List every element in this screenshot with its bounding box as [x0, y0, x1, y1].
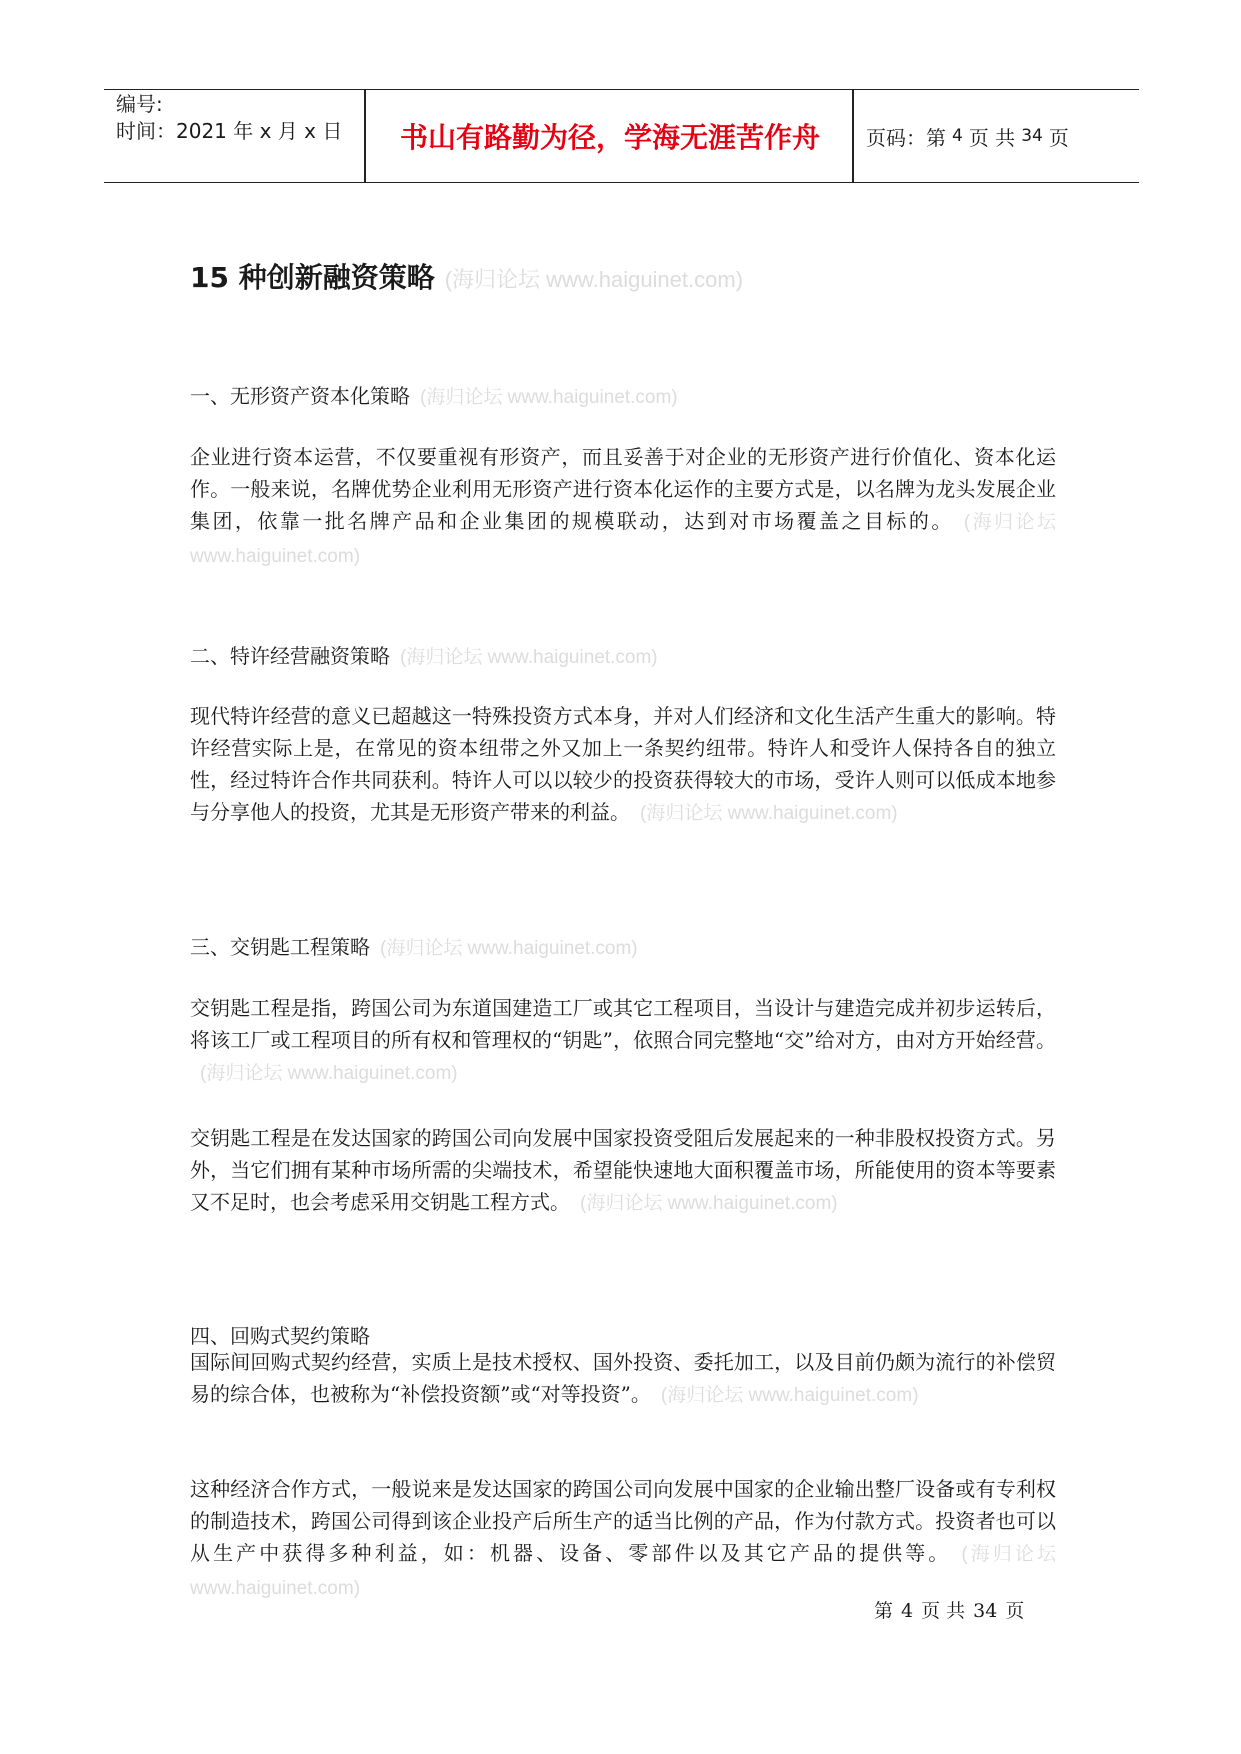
- watermark-text: (海归论坛 www.haiguinet.com): [380, 938, 638, 959]
- watermark-text: (海归论坛 www.haiguinet.com): [580, 1193, 838, 1214]
- paragraph-text: 现代特许经营的意义已超越这一特殊投资方式本身，并对人们经济和文化生活产生重大的影响。特许经营实际上是，在常见的资本纽带之外又加上一条契约纽带。特许人和受许人保持各自的独立性，经过特许合作共同获利。特许人可以以较少的投资获得较大的市场，受许人则可以低成本地参与分享他人的投资，尤其是无形资产带来的利益。: [190, 704, 1056, 824]
- paragraph-text: 这种经济合作方式，一般说来是发达国家的跨国公司向发展中国家的企业输出整厂设备或有专利权的制造技术，跨国公司得到该企业投产后所生产的适当比例的产品，作为付款方式。投资者也可以从生产中获得多种利益，如：机器、设备、零部件以及其它产品的提供等。: [190, 1477, 1056, 1565]
- watermark-text: (海归论坛 www.haiguinet.com): [420, 387, 678, 408]
- paragraph-text: 交钥匙工程是指，跨国公司为东道国建造工厂或其它工程项目，当设计与建造完成并初步运转后，将该工厂或工程项目的所有权和管理权的“钥匙”，依照合同完整地“交”给对方，由对方开始经营。: [190, 996, 1056, 1052]
- paragraph-text: 企业进行资本运营，不仅要重视有形资产，而且妥善于对企业的无形资产进行价值化、资本化运作。一般来说，名牌优势企业利用无形资产进行资本化运作的主要方式是，以名牌为龙头发展企业集团，依靠一批名牌产品和企业集团的规模联动，达到对市场覆盖之目标的。: [190, 445, 1056, 533]
- page-header: [104, 89, 1139, 183]
- page-footer: [870, 1596, 1028, 1623]
- paragraph-text: 交钥匙工程是在发达国家的跨国公司向发展中国家投资受阻后发展起来的一种非股权投资方式。另外，当它们拥有某种市场所需的尖端技术，希望能快速地大面积覆盖市场，所能使用的资本等要素又不足时，也会考虑采用交钥匙工程方式。: [190, 1126, 1056, 1214]
- footer-current-page: 4: [901, 1600, 914, 1622]
- watermark-text: (海归论坛 www.haiguinet.com): [400, 647, 658, 668]
- section-heading: [190, 640, 658, 669]
- watermark-text: (海归论坛 www.haiguinet.com): [190, 1544, 1057, 1599]
- footer-suffix: 页: [1005, 1600, 1025, 1622]
- section-heading-text: 二、特许经营融资策略: [190, 644, 390, 668]
- page-mid-label: 页 共: [968, 125, 1016, 150]
- watermark-text: (海归论坛 www.haiguinet.com): [640, 803, 898, 824]
- header-page-info: [866, 90, 1069, 182]
- header-meta: [116, 90, 364, 182]
- title-text: 15 种创新融资策略: [190, 261, 435, 294]
- page-current: 4: [952, 126, 963, 146]
- watermark-text: (海归论坛 www.haiguinet.com): [190, 512, 1057, 567]
- paragraph: [190, 992, 1056, 1090]
- page-total: 34: [1021, 126, 1043, 146]
- section-heading-text: 四、回购式契约策略: [190, 1324, 370, 1348]
- section-heading-text: 一、无形资产资本化策略: [190, 384, 410, 408]
- header-motto: 书山有路勤为径，学海无涯苦作舟: [399, 121, 820, 154]
- document-title: [190, 256, 743, 296]
- time-label: 时间：2021 年 x 月 x 日: [116, 119, 343, 143]
- watermark-text: (海归论坛 www.haiguinet.com): [660, 1385, 919, 1406]
- page-label: 页码：第: [866, 125, 946, 150]
- number-label: 编号:: [116, 92, 163, 116]
- watermark-text: (海归论坛 www.haiguinet.com): [200, 1063, 458, 1084]
- section-heading: [190, 380, 678, 409]
- footer-prefix: 第: [874, 1600, 894, 1622]
- page-suffix: 页: [1048, 125, 1069, 150]
- section-heading: [190, 1320, 370, 1349]
- watermark-text: (海归论坛 www.haiguinet.com): [444, 267, 744, 292]
- paragraph: [190, 700, 1056, 830]
- paragraph: [190, 441, 1056, 573]
- section-heading-text: 三、交钥匙工程策略: [190, 935, 370, 959]
- paragraph-text: 国际间回购式契约经营，实质上是技术授权、国外投资、委托加工，以及目前仍颇为流行的补偿贸易的综合体，也被称为“补偿投资额”或“对等投资”。: [190, 1350, 1056, 1406]
- paragraph: [190, 1346, 1056, 1412]
- header-divider: [364, 90, 366, 182]
- paragraph: [190, 1122, 1056, 1220]
- footer-mid: 页 共: [921, 1600, 966, 1622]
- header-divider: [852, 90, 854, 182]
- footer-total-pages: 34: [973, 1600, 998, 1622]
- section-heading: [190, 931, 638, 960]
- paragraph: [190, 1473, 1056, 1605]
